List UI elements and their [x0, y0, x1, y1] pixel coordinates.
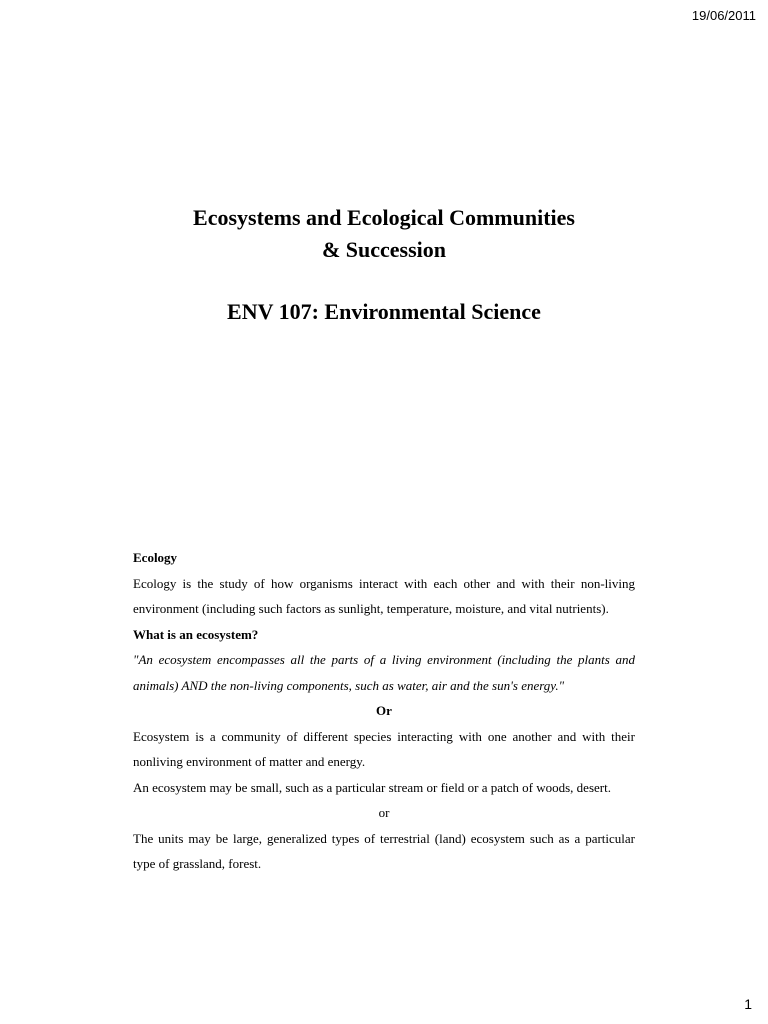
units-paragraph: The units may be large, generalized types of terrestrial (land) ecosystem such as a particular type of grassland, forest.	[133, 830, 635, 871]
ecology-paragraph: Ecology is the study of how organisms interact with each other and with their non-living environment (including such factors as sunlight, temperature, moisture, and vital nutrients).	[133, 575, 635, 616]
ecology-heading: Ecology	[133, 550, 178, 565]
body-content	[133, 545, 635, 877]
ecosystem-small-paragraph: An ecosystem may be small, such as a particular stream or field or a patch of woods, desert.	[133, 779, 611, 795]
ecosystem-heading: What is an ecosystem?	[133, 626, 259, 642]
course-title: ENV 107: Environmental Science	[227, 299, 541, 324]
or-separator: or	[378, 805, 390, 820]
page-number: 1	[744, 996, 752, 1012]
ecosystem-quote: "An ecosystem encompasses all the parts of a living environment (including the plants and animals) AND the non-living components, such as water, air and the sun's energy."	[133, 652, 635, 693]
or-separator-bold: Or	[376, 703, 392, 718]
ecosystem-definition: Ecosystem is a community of different species interacting with one another and with their nonliving environment of matter and energy.	[133, 728, 635, 769]
title-line-1: Ecosystems and Ecological Communities	[193, 205, 575, 230]
title-block	[0, 202, 768, 328]
title-line-2: & Succession	[321, 237, 447, 262]
slide-date: 19/06/2011	[691, 8, 756, 23]
